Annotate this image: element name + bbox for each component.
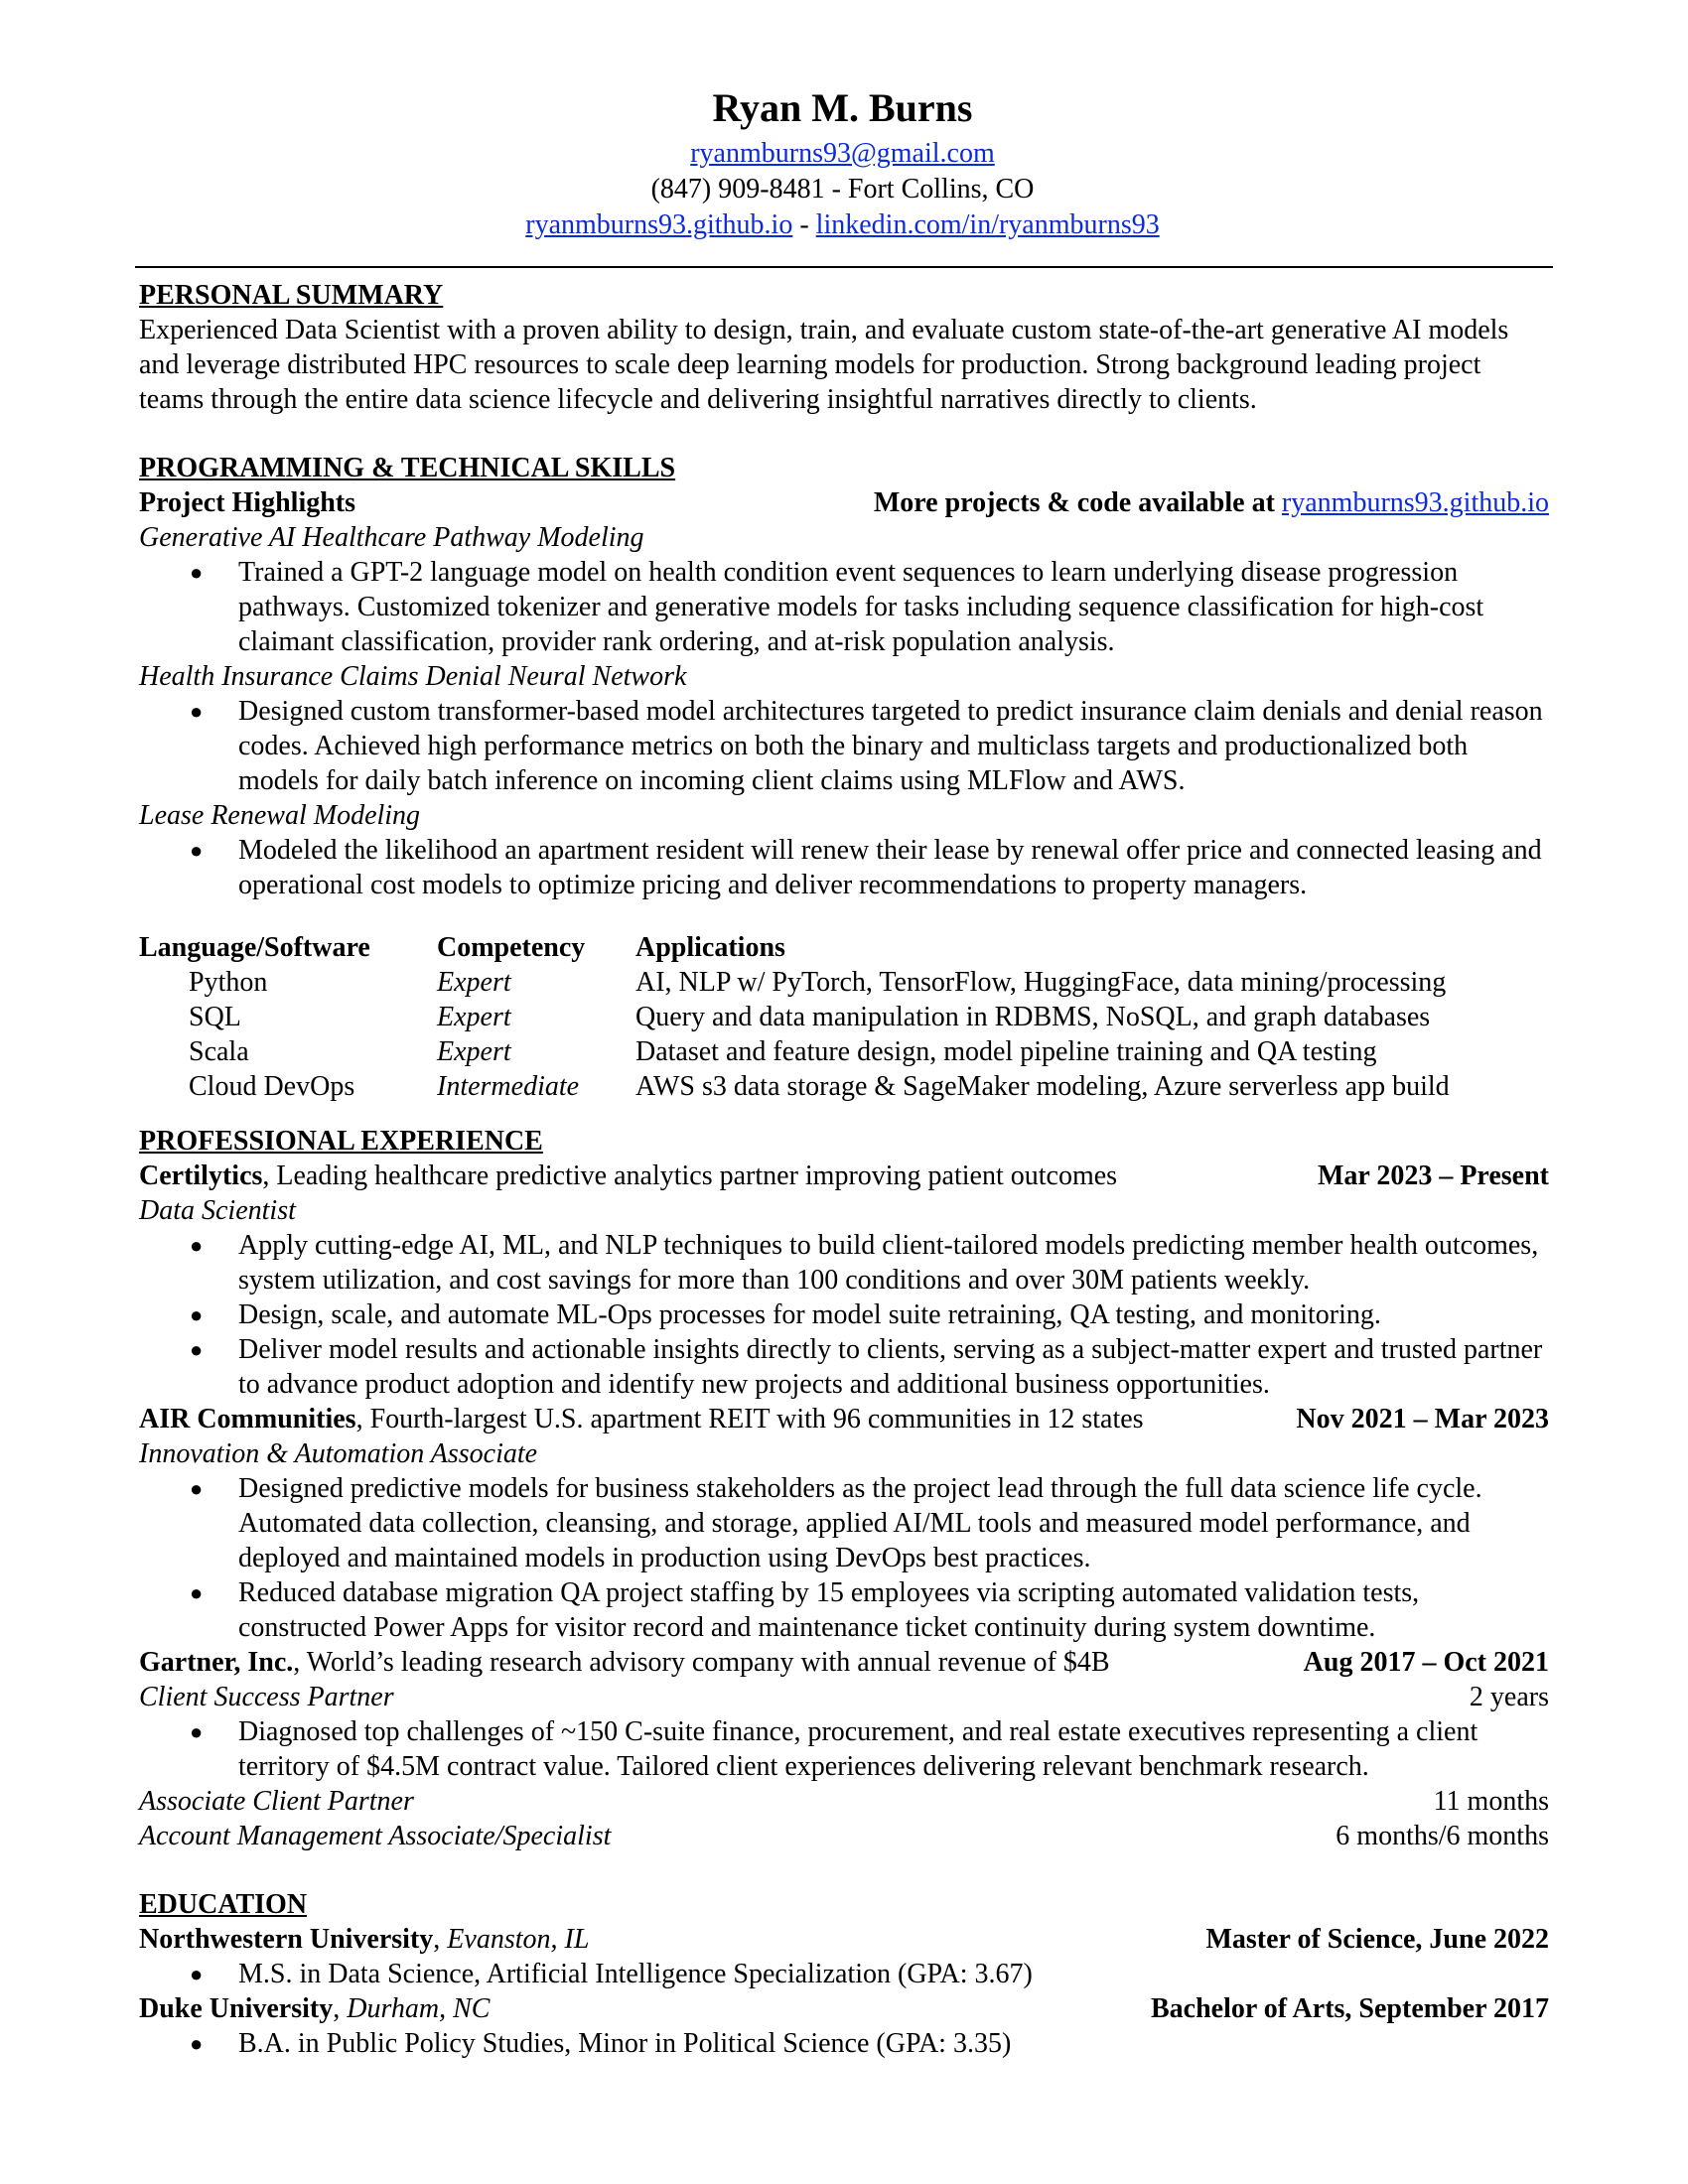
phone-location: (847) 909-8481 - Fort Collins, CO (650, 174, 1035, 205)
resume-header (135, 84, 1550, 243)
bullet-item (139, 1575, 1549, 1645)
job-role-row (139, 1193, 1549, 1228)
bullet-icon: ● (190, 1719, 204, 1744)
candidate-name: Ryan M. Burns (712, 85, 973, 130)
email-line (135, 136, 1550, 172)
bullet-text: Deliver model results and actionable insights directly to clients, serving as a subject-matter expert and trusted partner to advance product adoption and identify new projects and additional business opportunities. (238, 1334, 1543, 1400)
job-role-row (139, 1436, 1549, 1471)
bullet-item (139, 833, 1549, 902)
project-name: Lease Renewal Modeling (139, 800, 421, 831)
skill-language: Scala (189, 1036, 249, 1067)
job-bullets (139, 1471, 1549, 1645)
bullet-text: B.A. in Public Policy Studies, Minor in Political Science (GPA: 3.35) (238, 2028, 1012, 2059)
table-row (139, 1069, 1450, 1104)
school-line (139, 1991, 490, 2026)
skills-header-competency: Competency (437, 932, 586, 963)
summary-text: Experienced Data Scientist with a proven ability to design, train, and evaluate custom state-of-the-art generative AI models and leverage distributed HPC resources to scale deep learning models for production. Strong background leading project teams through the entire data science lifecycle and delivering insightful narratives directly to clients. (139, 315, 1509, 415)
project-list (139, 520, 1549, 902)
more-projects-link[interactable]: ryanmburns93.github.io (1281, 487, 1549, 518)
job-header (139, 1402, 1549, 1436)
website-link[interactable]: ryanmburns93.github.io (525, 209, 793, 240)
bullet-item (139, 1332, 1549, 1402)
bullet-icon: ● (190, 1302, 204, 1327)
skill-competency: Expert (437, 1002, 511, 1032)
linkedin-link[interactable]: linkedin.com/in/ryanmburns93 (815, 209, 1160, 240)
skill-language-cell (139, 1000, 437, 1034)
skill-competency: Expert (437, 967, 511, 998)
job-role: Innovation & Automation Associate (139, 1438, 538, 1469)
bullet-item (139, 555, 1549, 659)
project-highlights-row (139, 485, 1549, 520)
company-description: , Leading healthcare predictive analytics partner improving patient outcomes (262, 1160, 1118, 1191)
skill-language: Python (189, 967, 268, 998)
prior-role-duration: 11 months (1433, 1786, 1549, 1817)
job-company-line (139, 1402, 1144, 1436)
bullet-icon: ● (190, 1580, 204, 1605)
school-location: Evanston, IL (447, 1924, 590, 1955)
bullet-text: Design, scale, and automate ML-Ops processes for model suite retraining, QA testing, and monitoring. (238, 1299, 1381, 1330)
bullet-item (139, 1957, 1549, 1991)
company-name: Certilytics (139, 1160, 263, 1191)
prior-role: Associate Client Partner (139, 1786, 414, 1817)
bullet-text: Apply cutting-edge AI, ML, and NLP techniques to build client-tailored models predicting member health outcomes, system utilization, and cost savings for more than 100 conditions and over 30M patients weekly. (238, 1230, 1539, 1296)
skill-applications: AI, NLP w/ PyTorch, TensorFlow, HuggingFace, data mining/processing (635, 967, 1447, 998)
job-dates: Aug 2017 – Oct 2021 (1303, 1647, 1549, 1678)
skill-applications: AWS s3 data storage & SageMaker modeling, Azure serverless app build (635, 1071, 1450, 1102)
skills-table (139, 930, 1450, 1104)
bullet-text: Diagnosed top challenges of ~150 C-suite finance, procurement, and real estate executives representing a client territory of $4.5M contract value. Tailored client experiences delivering relevant benchmark research. (238, 1716, 1478, 1782)
project-bullets (139, 694, 1549, 798)
project-highlights-label: Project Highlights (139, 487, 356, 518)
skills-title: PROGRAMMING & TECHNICAL SKILLS (139, 453, 676, 483)
school-location: Durham, NC (347, 1993, 491, 2024)
job-list (139, 1159, 1549, 1853)
job-duration: 2 years (1469, 1682, 1549, 1712)
skill-language-cell (139, 1034, 437, 1069)
school-bullets (139, 1957, 1549, 1991)
school-comma: , (333, 1993, 348, 2024)
link-separator: - (792, 209, 816, 240)
skills-header-language: Language/Software (139, 932, 370, 963)
table-row (139, 965, 1450, 1000)
school-header (139, 1922, 1549, 1957)
table-row (139, 1034, 1450, 1069)
skill-competency: Intermediate (437, 1071, 580, 1102)
skill-applications: Dataset and feature design, model pipeline training and QA testing (635, 1036, 1377, 1067)
prior-role-row (139, 1784, 1549, 1819)
experience-title: PROFESSIONAL EXPERIENCE (139, 1126, 543, 1157)
project-bullets (139, 833, 1549, 902)
skill-language: SQL (189, 1002, 241, 1032)
bullet-item (139, 1471, 1549, 1575)
job-role: Client Success Partner (139, 1682, 394, 1712)
links-line (135, 207, 1550, 243)
project-bullets (139, 555, 1549, 659)
bullet-text: Designed predictive models for business stakeholders as the project lead through the full data science life cycle. Automated data collection, cleansing, and storage, applied AI/ML tools and measured model performance, and deployed and maintained models in production using DevOps best practices. (238, 1473, 1482, 1573)
skill-language: Cloud DevOps (189, 1071, 355, 1102)
prior-role-duration: 6 months/6 months (1336, 1821, 1549, 1851)
job-dates: Nov 2021 – Mar 2023 (1296, 1404, 1549, 1434)
job-bullets (139, 1714, 1549, 1784)
bullet-text: M.S. in Data Science, Artificial Intelligence Specialization (GPA: 3.67) (238, 1959, 1033, 1989)
degree: Master of Science, June 2022 (1205, 1924, 1549, 1955)
bullet-icon: ● (190, 1337, 204, 1362)
bullet-item (139, 1297, 1549, 1332)
company-description: , Fourth-largest U.S. apartment REIT with 96 communities in 12 states (355, 1404, 1144, 1434)
bullet-icon: ● (190, 1233, 204, 1258)
bullet-icon: ● (190, 560, 204, 585)
company-description: , World’s leading research advisory company with annual revenue of $4B (293, 1647, 1110, 1678)
skills-table-header (139, 930, 1450, 965)
school-header (139, 1991, 1549, 2026)
school-name: Duke University (139, 1993, 334, 2024)
job-dates: Mar 2023 – Present (1317, 1160, 1549, 1191)
job-header (139, 1159, 1549, 1193)
bullet-icon: ● (190, 1476, 204, 1501)
project-name: Health Insurance Claims Denial Neural Network (139, 661, 687, 692)
more-projects-label: More projects & code available at (873, 487, 1282, 518)
bullet-text: Modeled the likelihood an apartment resident will renew their lease by renewal offer price and connected leasing and operational cost models to optimize pricing and deliver recommendations to property managers. (238, 835, 1542, 900)
degree: Bachelor of Arts, September 2017 (1150, 1993, 1549, 2024)
school-list (139, 1922, 1549, 2061)
prior-role-row (139, 1819, 1549, 1853)
job-bullets (139, 1228, 1549, 1402)
resume-body (139, 278, 1549, 2061)
school-name: Northwestern University (139, 1924, 434, 1955)
table-row (139, 1000, 1450, 1034)
email-link[interactable]: ryanmburns93@gmail.com (690, 138, 995, 169)
company-name: AIR Communities (139, 1404, 356, 1434)
job-company-line (139, 1645, 1110, 1680)
summary-title: PERSONAL SUMMARY (139, 280, 444, 311)
bullet-text: Reduced database migration QA project staffing by 15 employees via scripting automated validation tests, constructed Power Apps for visitor record and maintenance ticket continuity during system downtime. (238, 1577, 1420, 1643)
skill-applications: Query and data manipulation in RDBMS, NoSQL, and graph databases (635, 1002, 1431, 1032)
company-name: Gartner, Inc. (139, 1647, 294, 1678)
bullet-item (139, 694, 1549, 798)
bullet-item (139, 1714, 1549, 1784)
prior-role: Account Management Associate/Specialist (139, 1821, 612, 1851)
skill-language-cell (139, 965, 437, 1000)
more-projects (874, 485, 1549, 520)
job-header (139, 1645, 1549, 1680)
job-company-line (139, 1159, 1117, 1193)
job-role-row (139, 1680, 1549, 1714)
bullet-icon: ● (190, 1962, 204, 1986)
bullet-text: Designed custom transformer-based model architectures targeted to predict insurance claim denials and denial reason codes. Achieved high performance metrics on both the binary and multiclass targets and productionalized both models for daily batch inference on incoming client claims using MLFlow and AWS. (238, 696, 1543, 796)
bullet-text: Trained a GPT-2 language model on health condition event sequences to learn underlying disease progression pathways. Customized tokenizer and generative models for tasks including sequence classification for high-cost claimant classification, provider rank ordering, and at-risk population analysis. (238, 557, 1484, 657)
bullet-item (139, 1228, 1549, 1297)
school-comma: , (433, 1924, 448, 1955)
bullet-icon: ● (190, 838, 204, 863)
project-name: Generative AI Healthcare Pathway Modeling (139, 522, 644, 553)
bullet-icon: ● (190, 2031, 204, 2056)
school-line (139, 1922, 589, 1957)
school-bullets (139, 2026, 1549, 2061)
header-divider (135, 266, 1553, 268)
job-role: Data Scientist (139, 1195, 296, 1226)
education-title: EDUCATION (139, 1889, 308, 1920)
skill-competency: Expert (437, 1036, 511, 1067)
skill-language-cell (139, 1069, 437, 1104)
bullet-item (139, 2026, 1549, 2061)
bullet-icon: ● (190, 699, 204, 724)
skills-header-applications: Applications (635, 932, 785, 963)
